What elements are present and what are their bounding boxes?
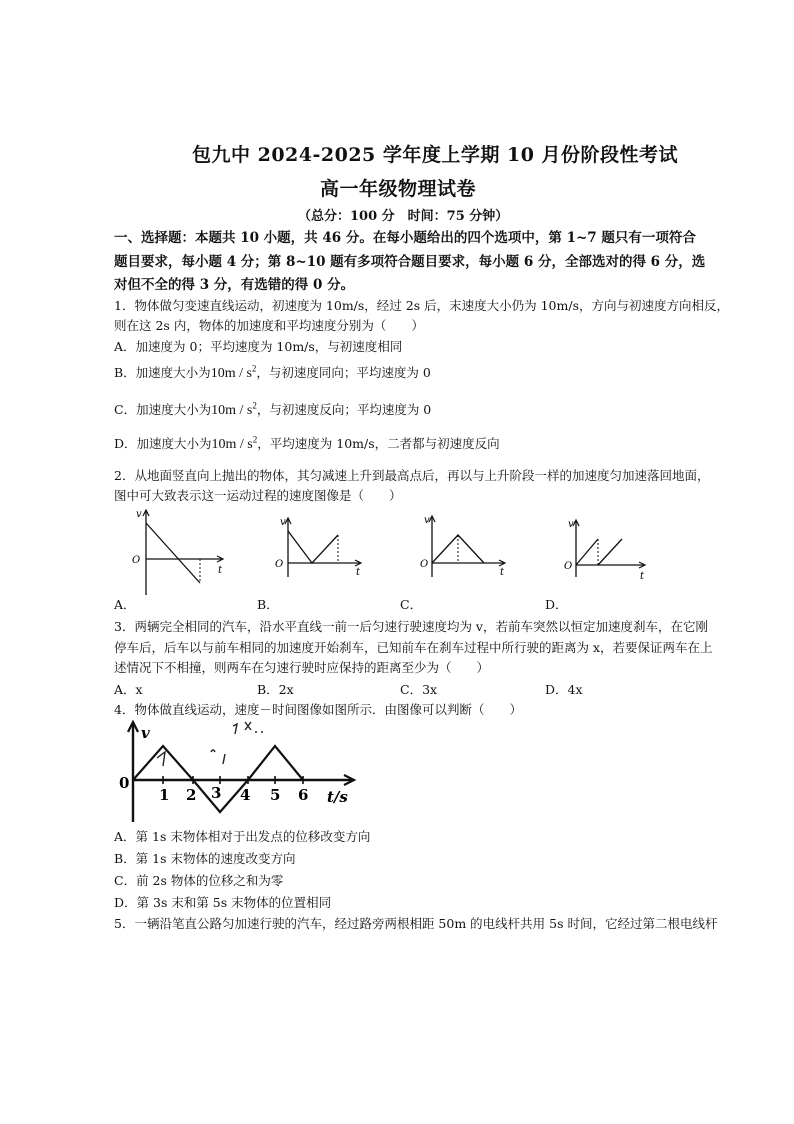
q4-origin-label: 0 bbox=[119, 774, 130, 792]
q1-b-accel bbox=[210, 363, 257, 381]
q1-option-c bbox=[114, 400, 431, 419]
section1-line1: 一、选择题：本题共 10 小题，共 46 分。在每小题给出的四个选项中，第 1~7 题只有一项符合 bbox=[114, 230, 696, 246]
q4-option-b: B．第 1s 末物体的速度改变方向 bbox=[114, 851, 296, 866]
q4-v-label: v bbox=[141, 724, 150, 742]
q1-option-b-suffix: ，与初速度同向；平均速度为 0 bbox=[256, 365, 431, 380]
q3-option-c: C．3x bbox=[400, 682, 438, 697]
q1-d-accel-unit: 10m / s bbox=[211, 437, 253, 452]
q1-d-accel bbox=[211, 434, 258, 452]
section1-line3: 对但不全的得 3 分，有选错的得 0 分。 bbox=[114, 277, 355, 293]
graph-a-v-label: v bbox=[136, 509, 142, 520]
q1-option-b-prefix: B．加速度大小为 bbox=[114, 365, 211, 380]
q4-t-label: t/s bbox=[327, 788, 348, 806]
exam-info: （总分：100 分 时间：75 分钟） bbox=[298, 209, 509, 224]
q2-option-d-label: D． bbox=[545, 597, 568, 612]
q1-stem-line1: 1．物体做匀变速直线运动，初速度为 10m/s，经过 2s 后，末速度大小仍为 10m/s，方向与初速度方向相反， bbox=[114, 298, 729, 313]
q1-option-c-suffix: ，与初速度反向；平均速度为 0 bbox=[256, 402, 432, 417]
graph-b-v-label: v bbox=[280, 517, 286, 528]
graph-c-origin: O bbox=[420, 559, 429, 570]
q3-option-b: B．2x bbox=[257, 682, 294, 697]
q4-option-d: D．第 3s 末和第 5s 末物体的位置相同 bbox=[114, 895, 332, 910]
graph-b-t-label: t bbox=[356, 567, 361, 578]
graph-d-origin: O bbox=[564, 561, 573, 572]
q1-b-accel-unit: 10m / s bbox=[210, 366, 252, 381]
q1-option-a: A．加速度为 0；平均速度为 10m/s，与初速度相同 bbox=[114, 339, 403, 354]
q2-graph-c bbox=[418, 513, 518, 585]
q4-tick-label-6: 6 bbox=[298, 786, 309, 804]
q4-tick-label-4: 4 bbox=[240, 786, 251, 804]
graph-a-t-label: t bbox=[218, 565, 223, 576]
q4-tick-label-3: 3 bbox=[211, 784, 222, 802]
graph-a-line bbox=[146, 523, 200, 583]
graph-c-t-label: t bbox=[500, 567, 505, 578]
q1-b-accel-exp: 2 bbox=[251, 363, 257, 374]
q1-c-accel bbox=[211, 400, 257, 418]
q4-tick-label-1: 1 bbox=[159, 786, 170, 804]
graph-b-origin: O bbox=[275, 559, 284, 570]
q2-graph-a bbox=[128, 507, 228, 599]
q1-option-b bbox=[114, 363, 431, 382]
q1-c-accel-exp: 2 bbox=[252, 400, 257, 411]
q1-d-accel-exp: 2 bbox=[252, 434, 258, 445]
section1-line2: 题目要求，每小题 4 分；第 8~10 题有多项符合题目要求，每小题 6 分，全部选对的得 6 分，选 bbox=[114, 254, 706, 270]
q3-stem-line1: 3．两辆完全相同的汽车，沿水平直线一前一后匀速行驶速度均为 v，若前车突然以恒定加速度刹车，在它刚 bbox=[114, 619, 708, 634]
exam-subtitle: 高一年级物理试卷 bbox=[320, 178, 477, 200]
q2-option-c-label: C． bbox=[400, 597, 423, 612]
graph-d-t-label: t bbox=[640, 571, 645, 582]
q3-stem-line2: 停车后，后车以与前车相同的加速度开始刹车，已知前车在刹车过程中所行驶的距离为 x，若要保证两车在上 bbox=[114, 640, 713, 655]
graph-c-v-label: v bbox=[424, 515, 430, 526]
graph-b-line bbox=[288, 531, 338, 563]
graph-d-v-label: v bbox=[568, 519, 574, 530]
q2-stem-line1: 2．从地面竖直向上抛出的物体，其匀减速上升到最高点后，再以与上升阶段一样的加速度匀加速落回地面， bbox=[114, 468, 710, 483]
graph-d-line2 bbox=[598, 539, 622, 565]
graph-a-origin: O bbox=[132, 555, 141, 566]
q1-option-d-prefix: D．加速度大小为 bbox=[114, 436, 212, 451]
q2-graph-b bbox=[272, 515, 372, 585]
q1-option-c-prefix: C．加速度大小为 bbox=[114, 402, 212, 417]
q1-option-d bbox=[114, 434, 500, 453]
q3-option-a: A．x bbox=[114, 682, 143, 697]
q4-tick-label-2: 2 bbox=[186, 786, 197, 804]
q2-stem-line2: 图中可大致表示这一运动过程的速度图像是（ ） bbox=[114, 488, 402, 503]
q4-option-a: A．第 1s 末物体相对于出发点的位移改变方向 bbox=[114, 829, 371, 844]
q4-stem: 4．物体做直线运动，速度－时间图像如图所示．由图像可以判断（ ） bbox=[114, 702, 522, 717]
q2-option-b-label: B． bbox=[257, 597, 279, 612]
q4-option-c: C．前 2s 物体的位移之和为零 bbox=[114, 873, 284, 888]
exam-title: 包九中 2024-2025 学年度上学期 10 月份阶段性考试 bbox=[192, 144, 679, 166]
q5-stem-line1: 5．一辆沿笔直公路匀加速行驶的汽车，经过路旁两根相距 50m 的电线杆共用 5s 时间，它经过第二根电线杆 bbox=[114, 916, 718, 931]
q4-handwriting-scribble bbox=[157, 722, 263, 766]
q4-tick-label-5: 5 bbox=[270, 786, 281, 804]
q3-stem-line3: 述情况下不相撞，则两车在匀速行驶时应保持的距离至少为（ ） bbox=[114, 660, 490, 675]
q3-option-d: D．4x bbox=[545, 682, 583, 697]
graph-d-line1 bbox=[576, 539, 598, 565]
q1-option-d-suffix: ，平均速度为 10m/s，二者都与初速度反向 bbox=[257, 436, 500, 451]
q2-option-a-label: A． bbox=[114, 597, 136, 612]
q1-c-accel-unit: 10m / s bbox=[211, 403, 253, 418]
q1-stem-line2: 则在这 2s 内，物体的加速度和平均速度分别为（ ） bbox=[114, 318, 424, 333]
q2-graph-d bbox=[560, 517, 660, 585]
q4-vt-graph bbox=[115, 718, 360, 826]
